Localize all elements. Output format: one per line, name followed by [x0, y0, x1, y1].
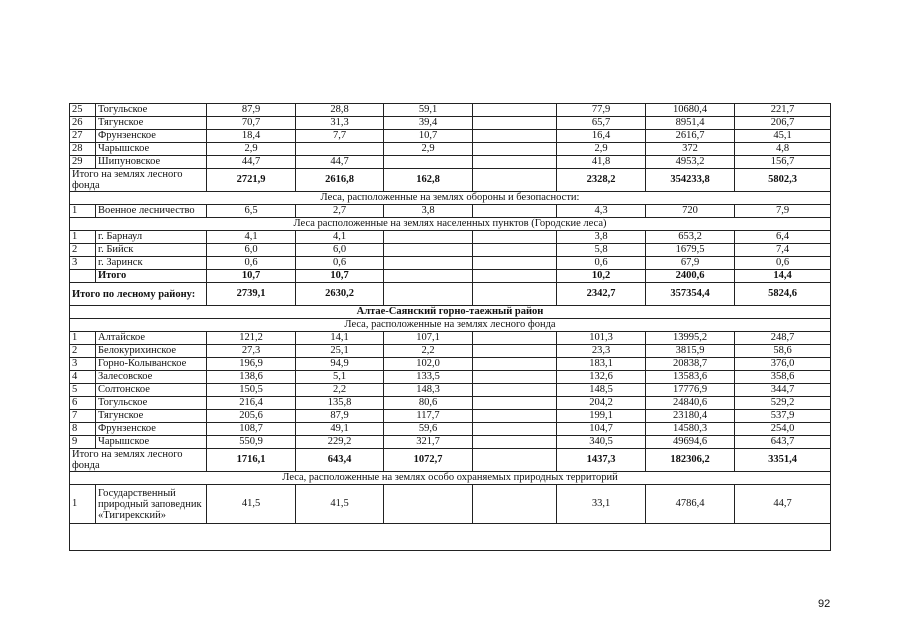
row-name: Военное лесничество — [96, 205, 207, 218]
value-cell-6: 24840,6 — [646, 397, 735, 410]
value-cell-5: 340,5 — [557, 436, 646, 449]
value-cell-6: 372 — [646, 143, 735, 156]
value-cell-3: 80,6 — [384, 397, 473, 410]
value-cell-6: 4786,4 — [646, 485, 735, 524]
value-cell-4 — [473, 244, 557, 257]
value-cell-4 — [473, 371, 557, 384]
row-name: Белокурихинское — [96, 345, 207, 358]
row-number: 26 — [70, 117, 96, 130]
table-row — [70, 436, 831, 449]
total-value-1: 2739,1 — [207, 283, 296, 306]
value-cell-7: 14,4 — [735, 270, 831, 283]
value-cell-4 — [473, 423, 557, 436]
total-label: Итого по лесному району: — [70, 283, 207, 306]
total-value-3 — [384, 283, 473, 306]
total-value-7: 5824,6 — [735, 283, 831, 306]
value-cell-4 — [473, 345, 557, 358]
value-cell-3 — [384, 231, 473, 244]
value-cell-1: 0,6 — [207, 257, 296, 270]
row-name: Залесовское — [96, 371, 207, 384]
value-cell-4 — [473, 384, 557, 397]
table-row — [70, 231, 831, 244]
value-cell-2: 31,3 — [296, 117, 384, 130]
value-cell-5: 77,9 — [557, 104, 646, 117]
value-cell-6: 17776,9 — [646, 384, 735, 397]
value-cell-5: 3,8 — [557, 231, 646, 244]
row-number: 8 — [70, 423, 96, 436]
value-cell-1: 87,9 — [207, 104, 296, 117]
row-name: Фрунзенское — [96, 130, 207, 143]
section-defense-text: Леса, расположенные на землях обороны и безопасности: — [70, 192, 831, 205]
region-title — [70, 306, 831, 319]
value-cell-3 — [384, 244, 473, 257]
value-cell-1: 6,0 — [207, 244, 296, 257]
value-cell-3: 10,7 — [384, 130, 473, 143]
value-cell-1: 6,5 — [207, 205, 296, 218]
value-cell-3: 133,5 — [384, 371, 473, 384]
row-name: Государственный природный заповедник «Тигирекский» — [96, 485, 207, 524]
row-name: Чарышское — [96, 143, 207, 156]
section-defense — [70, 192, 831, 205]
value-cell-7: 7,4 — [735, 244, 831, 257]
value-cell-4 — [473, 485, 557, 524]
value-cell-2: 0,6 — [296, 257, 384, 270]
value-cell-5: 132,6 — [557, 371, 646, 384]
value-cell-3: 39,4 — [384, 117, 473, 130]
row-number: 5 — [70, 384, 96, 397]
table-row — [70, 397, 831, 410]
value-cell-2: 41,5 — [296, 485, 384, 524]
value-cell-7: 358,6 — [735, 371, 831, 384]
value-cell-6: 13995,2 — [646, 332, 735, 345]
row-name: Тогульское — [96, 104, 207, 117]
region-title-text: Алтае-Саянский горно-таежный район — [70, 306, 831, 319]
row-name: Чарышское — [96, 436, 207, 449]
table-row — [70, 257, 831, 270]
forest-data-table — [69, 103, 831, 551]
table-row — [70, 117, 831, 130]
value-cell-4 — [473, 104, 557, 117]
value-cell-2: 4,1 — [296, 231, 384, 244]
value-cell-5: 10,2 — [557, 270, 646, 283]
total-row — [70, 449, 831, 472]
value-cell-4 — [473, 143, 557, 156]
value-cell-7: 206,7 — [735, 117, 831, 130]
total-value-4 — [473, 169, 557, 192]
value-cell-7: 7,9 — [735, 205, 831, 218]
row-number — [70, 270, 96, 283]
value-cell-6: 8951,4 — [646, 117, 735, 130]
row-name: Итого — [96, 270, 207, 283]
row-number: 7 — [70, 410, 96, 423]
value-cell-2: 135,8 — [296, 397, 384, 410]
value-cell-1: 18,4 — [207, 130, 296, 143]
row-number: 3 — [70, 257, 96, 270]
value-cell-1: 196,9 — [207, 358, 296, 371]
row-name: Шипуновское — [96, 156, 207, 169]
value-cell-3 — [384, 257, 473, 270]
value-cell-1: 150,5 — [207, 384, 296, 397]
value-cell-6: 1679,5 — [646, 244, 735, 257]
total-value-6: 182306,2 — [646, 449, 735, 472]
value-cell-5: 183,1 — [557, 358, 646, 371]
value-cell-1: 121,2 — [207, 332, 296, 345]
total-value-1: 1716,1 — [207, 449, 296, 472]
total-value-3: 1072,7 — [384, 449, 473, 472]
total-value-6: 354233,8 — [646, 169, 735, 192]
section-city — [70, 218, 831, 231]
total-label: Итого на землях лесного фонда — [70, 449, 207, 472]
total-value-6: 357354,4 — [646, 283, 735, 306]
row-name: г. Барнаул — [96, 231, 207, 244]
row-name: Тягунское — [96, 410, 207, 423]
table-row — [70, 371, 831, 384]
value-cell-7: 344,7 — [735, 384, 831, 397]
value-cell-7: 254,0 — [735, 423, 831, 436]
value-cell-5: 104,7 — [557, 423, 646, 436]
value-cell-5: 33,1 — [557, 485, 646, 524]
row-number: 2 — [70, 244, 96, 257]
table-row — [70, 130, 831, 143]
value-cell-4 — [473, 156, 557, 169]
value-cell-5: 199,1 — [557, 410, 646, 423]
value-cell-6: 49694,6 — [646, 436, 735, 449]
table-row — [70, 345, 831, 358]
value-cell-1: 4,1 — [207, 231, 296, 244]
value-cell-7: 4,8 — [735, 143, 831, 156]
total-value-7: 5802,3 — [735, 169, 831, 192]
value-cell-1: 10,7 — [207, 270, 296, 283]
value-cell-2: 49,1 — [296, 423, 384, 436]
value-cell-6: 653,2 — [646, 231, 735, 244]
value-cell-4 — [473, 257, 557, 270]
value-cell-6: 14580,3 — [646, 423, 735, 436]
value-cell-4 — [473, 358, 557, 371]
value-cell-5: 204,2 — [557, 397, 646, 410]
value-cell-5: 5,8 — [557, 244, 646, 257]
total-value-2: 2616,8 — [296, 169, 384, 192]
row-number: 25 — [70, 104, 96, 117]
value-cell-4 — [473, 117, 557, 130]
row-number: 1 — [70, 485, 96, 524]
value-cell-3: 321,7 — [384, 436, 473, 449]
value-cell-5: 2,9 — [557, 143, 646, 156]
value-cell-2: 25,1 — [296, 345, 384, 358]
value-cell-6: 720 — [646, 205, 735, 218]
total-value-4 — [473, 283, 557, 306]
value-cell-3 — [384, 485, 473, 524]
value-cell-7: 156,7 — [735, 156, 831, 169]
total-value-7: 3351,4 — [735, 449, 831, 472]
value-cell-5: 101,3 — [557, 332, 646, 345]
empty-cell — [70, 524, 831, 551]
value-cell-7: 58,6 — [735, 345, 831, 358]
value-cell-4 — [473, 410, 557, 423]
value-cell-2: 44,7 — [296, 156, 384, 169]
table-row — [70, 244, 831, 257]
value-cell-5: 65,7 — [557, 117, 646, 130]
total-value-5: 1437,3 — [557, 449, 646, 472]
value-cell-6: 67,9 — [646, 257, 735, 270]
value-cell-1: 550,9 — [207, 436, 296, 449]
value-cell-6: 20838,7 — [646, 358, 735, 371]
value-cell-1: 27,3 — [207, 345, 296, 358]
value-cell-2: 14,1 — [296, 332, 384, 345]
value-cell-3: 102,0 — [384, 358, 473, 371]
value-cell-3: 2,2 — [384, 345, 473, 358]
row-name: Алтайское — [96, 332, 207, 345]
value-cell-3: 59,1 — [384, 104, 473, 117]
value-cell-1: 216,4 — [207, 397, 296, 410]
value-cell-2: 7,7 — [296, 130, 384, 143]
total-value-1: 2721,9 — [207, 169, 296, 192]
value-cell-7: 376,0 — [735, 358, 831, 371]
value-cell-3: 2,9 — [384, 143, 473, 156]
value-cell-2: 6,0 — [296, 244, 384, 257]
value-cell-3: 117,7 — [384, 410, 473, 423]
total-value-4 — [473, 449, 557, 472]
row-number: 28 — [70, 143, 96, 156]
section-city-text: Леса расположенные на землях населенных пунктов (Городские леса) — [70, 218, 831, 231]
row-name: Горно-Колыванское — [96, 358, 207, 371]
value-cell-2: 10,7 — [296, 270, 384, 283]
row-name: Солтонское — [96, 384, 207, 397]
page-number: 92 — [818, 598, 831, 610]
value-cell-5: 0,6 — [557, 257, 646, 270]
value-cell-7: 45,1 — [735, 130, 831, 143]
value-cell-1: 44,7 — [207, 156, 296, 169]
total-value-5: 2328,2 — [557, 169, 646, 192]
value-cell-7: 643,7 — [735, 436, 831, 449]
value-cell-4 — [473, 130, 557, 143]
value-cell-1: 138,6 — [207, 371, 296, 384]
value-cell-3: 148,3 — [384, 384, 473, 397]
value-cell-5: 16,4 — [557, 130, 646, 143]
value-cell-6: 4953,2 — [646, 156, 735, 169]
row-name: г. Заринск — [96, 257, 207, 270]
row-number: 1 — [70, 205, 96, 218]
value-cell-6: 23180,4 — [646, 410, 735, 423]
row-name: г. Бийск — [96, 244, 207, 257]
row-number: 1 — [70, 332, 96, 345]
row-number: 4 — [70, 371, 96, 384]
value-cell-5: 23,3 — [557, 345, 646, 358]
value-cell-1: 70,7 — [207, 117, 296, 130]
total-value-2: 2630,2 — [296, 283, 384, 306]
row-name: Фрунзенское — [96, 423, 207, 436]
value-cell-7: 529,2 — [735, 397, 831, 410]
row-number: 3 — [70, 358, 96, 371]
value-cell-2: 229,2 — [296, 436, 384, 449]
total-row — [70, 283, 831, 306]
value-cell-7: 44,7 — [735, 485, 831, 524]
value-cell-2: 2,2 — [296, 384, 384, 397]
section-forest-fund-text: Леса, расположенные на землях лесного фонда — [70, 319, 831, 332]
value-cell-4 — [473, 397, 557, 410]
value-cell-1: 205,6 — [207, 410, 296, 423]
row-number: 2 — [70, 345, 96, 358]
value-cell-6: 2400,6 — [646, 270, 735, 283]
value-cell-2: 5,1 — [296, 371, 384, 384]
value-cell-5: 148,5 — [557, 384, 646, 397]
total-value-5: 2342,7 — [557, 283, 646, 306]
value-cell-1: 2,9 — [207, 143, 296, 156]
empty-row — [70, 524, 831, 551]
value-cell-6: 13583,6 — [646, 371, 735, 384]
row-number: 27 — [70, 130, 96, 143]
table-row — [70, 143, 831, 156]
value-cell-1: 108,7 — [207, 423, 296, 436]
value-cell-4 — [473, 205, 557, 218]
row-number: 1 — [70, 231, 96, 244]
value-cell-3 — [384, 270, 473, 283]
value-cell-7: 537,9 — [735, 410, 831, 423]
value-cell-4 — [473, 270, 557, 283]
value-cell-7: 248,7 — [735, 332, 831, 345]
table-row — [70, 358, 831, 371]
value-cell-7: 6,4 — [735, 231, 831, 244]
value-cell-5: 4,3 — [557, 205, 646, 218]
table-row — [70, 410, 831, 423]
value-cell-4 — [473, 332, 557, 345]
value-cell-6: 2616,7 — [646, 130, 735, 143]
section-protected-text: Леса, расположенные на землях особо охраняемых природных территорий — [70, 472, 831, 485]
value-cell-7: 0,6 — [735, 257, 831, 270]
value-cell-2: 87,9 — [296, 410, 384, 423]
total-value-3: 162,8 — [384, 169, 473, 192]
row-number: 29 — [70, 156, 96, 169]
value-cell-2: 28,8 — [296, 104, 384, 117]
value-cell-6: 3815,9 — [646, 345, 735, 358]
value-cell-4 — [473, 231, 557, 244]
row-number: 6 — [70, 397, 96, 410]
value-cell-6: 10680,4 — [646, 104, 735, 117]
row-name: Тогульское — [96, 397, 207, 410]
row-name: Тягунское — [96, 117, 207, 130]
value-cell-2: 2,7 — [296, 205, 384, 218]
table-row — [70, 156, 831, 169]
table-row — [70, 205, 831, 218]
table-body — [70, 104, 831, 551]
section-forest-fund — [70, 319, 831, 332]
value-cell-3 — [384, 156, 473, 169]
value-cell-3: 107,1 — [384, 332, 473, 345]
total-row — [70, 169, 831, 192]
table-row — [70, 384, 831, 397]
table-row — [70, 423, 831, 436]
table-row — [70, 270, 831, 283]
value-cell-3: 3,8 — [384, 205, 473, 218]
value-cell-2: 94,9 — [296, 358, 384, 371]
table-row — [70, 332, 831, 345]
table-row — [70, 104, 831, 117]
value-cell-3: 59,6 — [384, 423, 473, 436]
row-number: 9 — [70, 436, 96, 449]
value-cell-1: 41,5 — [207, 485, 296, 524]
total-value-2: 643,4 — [296, 449, 384, 472]
section-protected — [70, 472, 831, 485]
value-cell-5: 41,8 — [557, 156, 646, 169]
total-label: Итого на землях лесного фонда — [70, 169, 207, 192]
table-row — [70, 485, 831, 524]
value-cell-4 — [473, 436, 557, 449]
value-cell-7: 221,7 — [735, 104, 831, 117]
value-cell-2 — [296, 143, 384, 156]
